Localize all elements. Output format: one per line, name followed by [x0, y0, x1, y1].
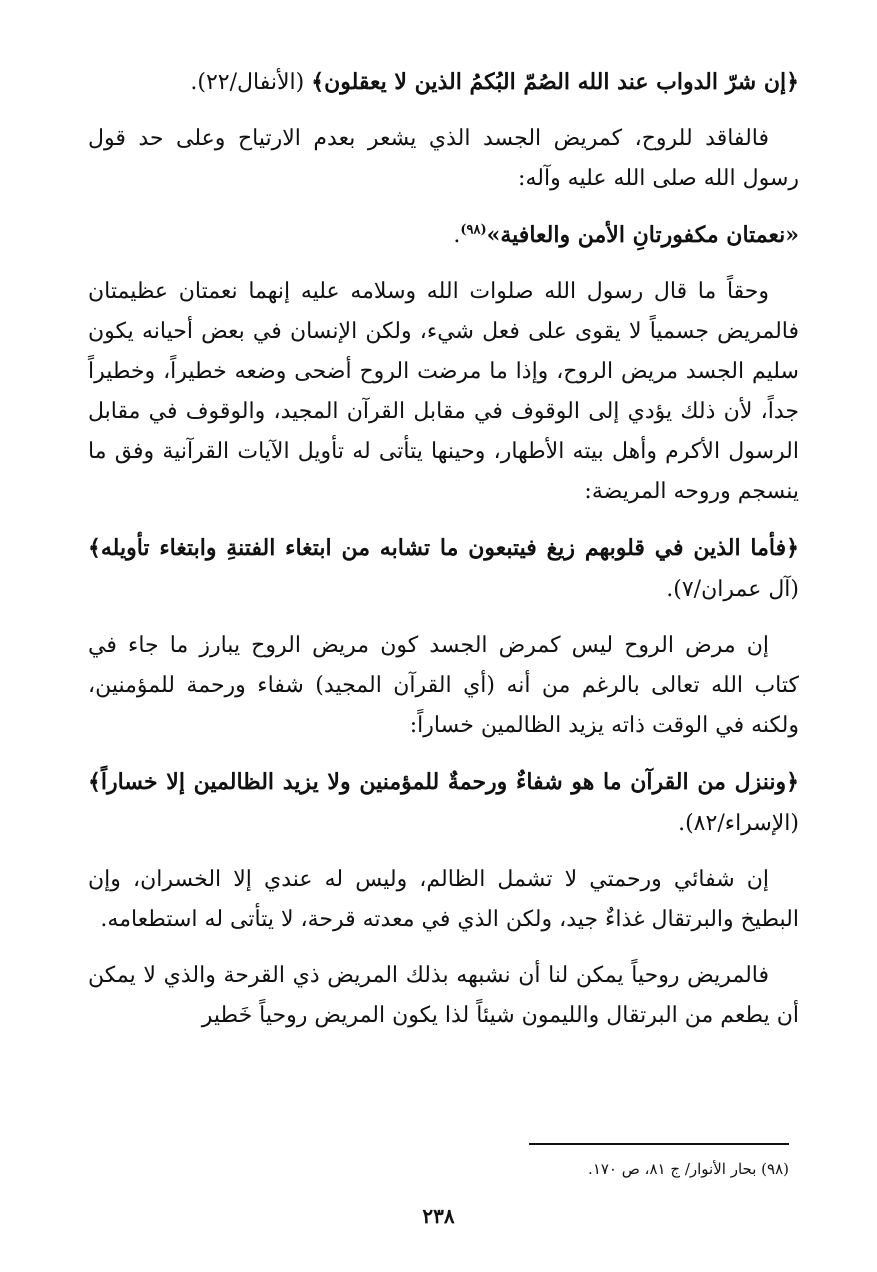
hadith-quote — [88, 215, 799, 256]
quran-verse-al-imran — [88, 528, 799, 610]
verse-text: ﴿وننزل من القرآن ما هو شفاءٌ ورحمةٌ للمؤمنين ولا يزيد الظالمين إلا خساراً﴾ — [88, 769, 799, 795]
paragraph-healing: إن شفائي ورحمتي لا تشمل الظالم، وليس له عندي إلا الخسران، وإن البطيخ والبرتقال غذاءٌ جيد، ولكن الذي في معدته قرحة، لا يتأتى له استطعامه. — [88, 867, 799, 932]
verse-text: ﴿إن شرّ الدواب عند الله الصُمّ البُكمُ الذين لا يعقلون﴾ — [311, 69, 799, 95]
paragraph-ulcer-analogy: فالمريض روحياً يمكن لنا أن نشبهه بذلك المريض ذي القرحة والذي لا يمكن أن يطعم من البرتقال والليمون شيئاً لذا يكون المريض روحياً خَطير — [88, 963, 799, 1028]
quran-verse-anfal — [88, 62, 799, 103]
verse-reference: (الأنفال/٢٢). — [190, 70, 312, 95]
verse-reference: (آل عمران/٧). — [666, 577, 799, 602]
footnote-marker: (٩٨) — [460, 222, 487, 238]
paragraph-spirit-loss: فالفاقد للروح، كمريض الجسد الذي يشعر بعدم الارتياح وعلى حد قول رسول الله صلى الله عليه وآله: — [88, 126, 799, 191]
paragraph-two-blessings: وحقاً ما قال رسول الله صلوات الله وسلامه عليه إنهما نعمتان عظيمتان فالمريض جسمياً لا يقوى على فعل شيء، ولكن الإنسان في بعض أحيانه يكون سليم الجسد مريض الروح، وإذا ما مرضت الروح أضحى وضعه خطيراً، وخطيراً جداً، لأن ذلك يؤدي إلى الوقوف في مقابل القرآن المجيد، والوقوف في مقابل الرسول الأكرم وأهل بيته الأطهار، وحينها يتأتى له تأويل الآيات القرآنية وفق ما ينسجم وروحه المريضة: — [88, 279, 799, 504]
page-number: ٢٣٨ — [422, 1204, 455, 1228]
verse-reference: (الإسراء/٨٢). — [678, 811, 799, 836]
hadith-text: «نعمتان مكفورتانِ الأمن والعافية» — [486, 222, 799, 248]
verse-text: ﴿فأما الذين في قلوبهم زيغ فيتبعون ما تشابه من ابتغاء الفتنةِ وابتغاء تأويله﴾ — [88, 535, 799, 561]
hadith-tail: . — [453, 223, 461, 248]
footnote-divider — [529, 1143, 789, 1145]
footnote: (٩٨) بحار الأنوار/ ج ٨١، ص ١٧٠. — [588, 1160, 789, 1178]
paragraph-spirit-disease: إن مرض الروح ليس كمرض الجسد كون مريض الروح يبارز ما جاء في كتاب الله تعالى بالرغم من أنه (أي القرآن المجيد) شفاء ورحمة للمؤمنين، ولكنه في الوقت ذاته يزيد الظالمين خساراً: — [88, 633, 799, 738]
quran-verse-isra — [88, 762, 799, 844]
